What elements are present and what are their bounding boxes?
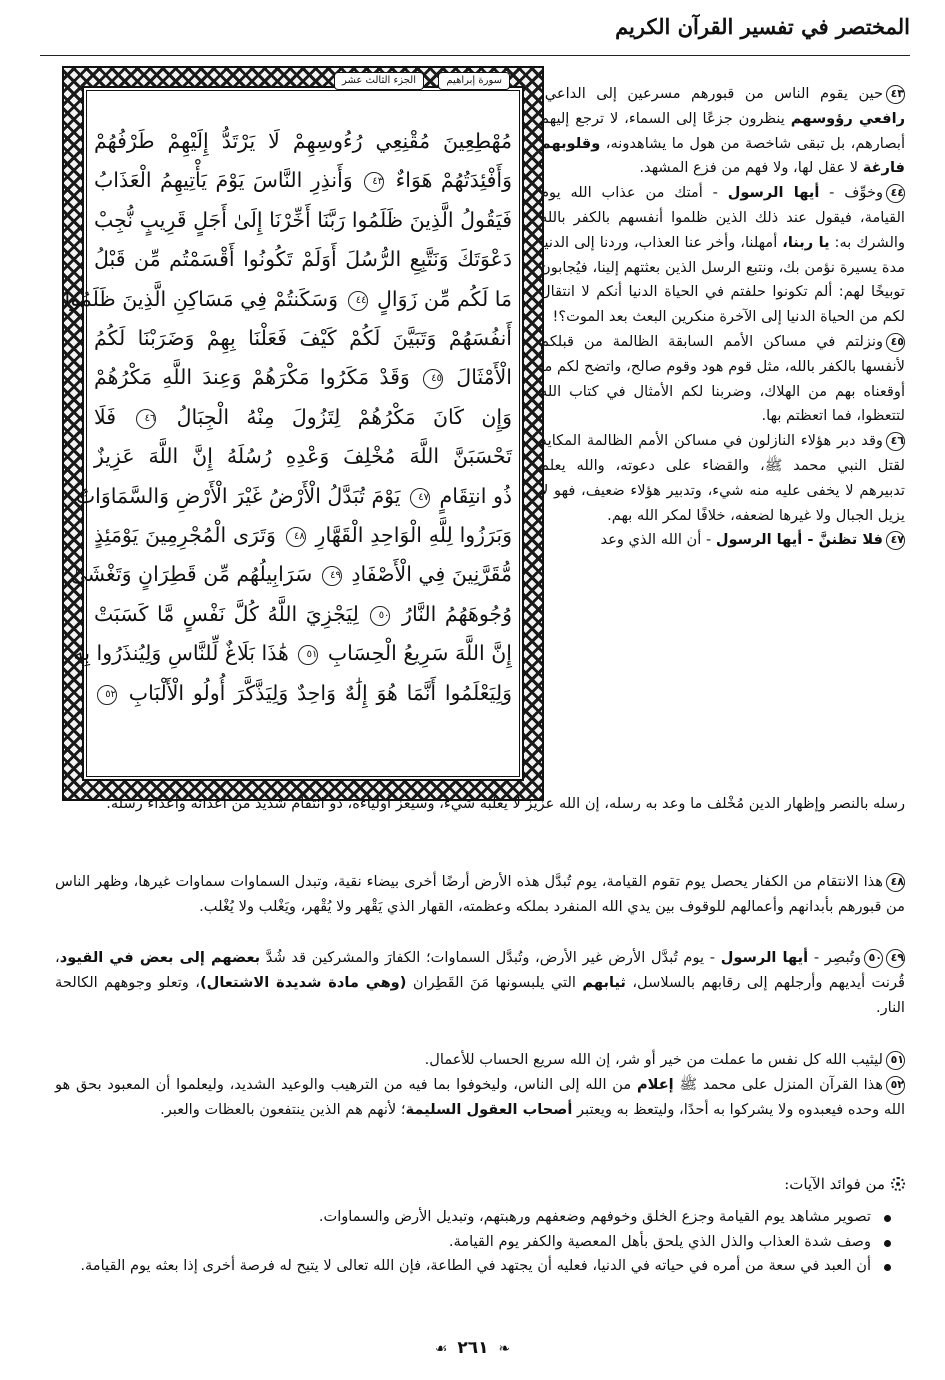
ayah-number-marker: ٤٨ (286, 527, 306, 547)
tafsir-verse-43 (540, 82, 905, 181)
page-number: ٢٦١ (457, 1338, 489, 1358)
list-item (55, 1230, 905, 1255)
header-divider (40, 55, 910, 56)
verse-number-badge: ٤٨ (886, 873, 905, 892)
tafsir-verse-48 (55, 870, 905, 920)
tafsir-text: - يوم تُبدَّل الأرض غير الأرض، وتُبدَّل السماوات؛ الكفارَ والمشركين قد شُدَّ (260, 949, 721, 966)
tafsir-text: حين يقوم الناس من قبورهم مسرعين إلى الداعي، (540, 85, 883, 102)
ayah-number-marker: ٥١ (298, 645, 318, 665)
benefit-text: أن العبد في سعة من أمره في حياته في الدنيا، فعليه أن يجتهد في الطاعة، فإن الله تعالى لا يتيح له فرصة أخرى إذا بعثه يوم القيامة. (80, 1257, 871, 1275)
verse-number-badge: ٤٣ (886, 85, 905, 104)
tafsir-bold: أيها الرسول (720, 949, 809, 966)
quran-line (73, 634, 512, 673)
list-item (55, 1205, 905, 1230)
bullet-icon (884, 1215, 891, 1222)
ayah-text: إِنَّ اللَّهَ سَرِيعُ الْحِسَابِ (327, 641, 512, 666)
ayah-text: فَلَا (94, 404, 117, 429)
tafsir-verse-47-continued (55, 792, 905, 817)
ayah-text: تَحْسَبَنَّ اللَّهَ مُخْلِفَ وَعْدِهِ رُسُلَهُ إِنَّ اللَّهَ عَزِيزٌ (94, 444, 512, 469)
quran-line (94, 437, 512, 476)
verse-number-badge: ٤٧ (886, 531, 905, 550)
quran-line (94, 674, 512, 713)
tafsir-text: ونزلتم في مساكن الأمم السابقة الظالمة من قبلكم لأنفسها بالكفر بالله، مثل قوم هود وقوم صالح، واتضح لكم ما أوقعناه بهم من الهلاك، وضربنا لكم الأمثال في كتاب الله لتتعظوا، فما اتعظتم بها. (540, 332, 905, 425)
quran-line (94, 319, 512, 358)
ayah-number-marker: ٥٠ (370, 606, 390, 626)
tafsir-text: - أن الله الذي وعد (600, 531, 716, 549)
ayah-number-marker: ٤٤ (348, 291, 368, 311)
benefits-title: من فوائد الآيات: (784, 1175, 885, 1193)
bullet-icon (884, 1240, 891, 1247)
tafsir-verse-46 (540, 429, 905, 528)
ayah-number-marker: ٤٧ (410, 488, 430, 508)
quran-line (94, 201, 512, 240)
ornament-left-icon: ❧ (498, 1341, 511, 1357)
ayah-text: أَنفُسَهُمْ وَتَبَيَّنَ لَكُمْ كَيْفَ فَعَلْنَا بِهِمْ وَضَرَبْنَا لَكُمُ (94, 326, 512, 351)
ayah-text: وَأَفْئِدَتُهُمْ هَوَاءٌ (395, 168, 512, 193)
tafsir-bold: يا ربنا، (782, 233, 830, 251)
ayah-text: لِيَجْزِيَ اللَّهُ كُلَّ نَفْسٍ مَّا كَسَبَتْ (94, 601, 359, 626)
tafsir-text: ، وتعلو وجوههم الكالحة النار. (55, 973, 905, 1016)
list-item (55, 1254, 905, 1279)
flower-ornament-icon (891, 1177, 905, 1191)
ayah-text: فَيَقُولُ الَّذِينَ ظَلَمُوا رَبَّنَا أَخِّرْنَا إِلَىٰ أَجَلٍ قَرِيبٍ نُّجِبْ (94, 207, 512, 232)
tafsir-text: رسله بالنصر وإظهار الدين مُخْلف ما وعد به رسله، إن الله عزيز لا يغلبه شيء، وسيعز أولياءه، ذو انتقام شديد من أعدائه وأعداء رسله. (106, 795, 905, 812)
ayah-number-marker: ٤٩ (322, 566, 342, 586)
tafsir-verses-51-52 (55, 1048, 905, 1122)
tafsir-bold: أيها الرسول (715, 531, 803, 549)
verse-number-badge: ٤٥ (886, 333, 905, 352)
page-footer (0, 1338, 945, 1358)
tafsir-bold: رافعي رؤوسهم (790, 109, 905, 127)
benefits-list (55, 1205, 905, 1279)
verse-number-badge: ٤٤ (886, 184, 905, 203)
quran-text (64, 122, 512, 753)
tafsir-text: أمهلنا، وأخر عنا العذاب، وردنا إلى الدنيا مدة يسيرة نؤمن بك، ونتبع الرسل الذين بعثتهم إلينا، فيُجابون توبيخًا لهم: ألم تكونوا حلفتم في الحياة الدنيا أنكم لا انتقال لكم من الحياة الدنيا إلى الآخرة منكرين البعث بعد الموت؟! (540, 233, 905, 326)
tafsir-verse-49-50 (55, 946, 905, 1020)
tafsir-text: - أمتك من عذاب الله يوم القيامة، فيقول عند ذلك الذين ظلموا أنفسهم بالكفر بالله والشرك به: (540, 184, 905, 251)
ayah-text: وَإِن كَانَ مَكْرُهُمْ لِتَزُولَ مِنْهُ الْجِبَالُ (176, 404, 512, 429)
benefits-heading (55, 1172, 905, 1197)
quran-line (70, 555, 512, 594)
tafsir-text: هذا القرآن المنزل على محمد ﷺ (673, 1075, 883, 1093)
ornament-right-icon: ☙ (434, 1341, 448, 1357)
benefits-section (55, 1172, 905, 1279)
ayah-text: مُّقَرَّنِينَ فِي الْأَصْفَادِ (351, 562, 512, 587)
ayah-text: مُهْطِعِينَ مُقْنِعِي رُءُوسِهِمْ لَا يَرْتَدُّ إِلَيْهِمْ طَرْفُهُمْ (94, 129, 512, 153)
verse-number-badge: ٥٠ (864, 949, 883, 968)
tafsir-bold: أيها الرسول (727, 184, 820, 202)
page-header (40, 10, 910, 58)
tafsir-text: ليثيب الله كل نفس ما عملت من خير أو شر، إن الله سريع الحساب للأعمال. (424, 1051, 883, 1068)
ayah-text: وَسَكَنتُمْ فِي مَسَاكِنِ الَّذِينَ ظَلَمُوا (64, 286, 338, 311)
tafsir-text: من الله إلى الناس، وليخوفوا بما فيه من الترهيب والوعيد الشديد، وليعلموا أن المعبود بحق هو الله وحده فيعبدوه ولا يشركوا به أحدًا، وليتعظ به ويعتبر (55, 1075, 905, 1118)
mushaf-frame (62, 66, 544, 801)
tafsir-bold: (وهي مادة شديدة الاشتعال) (200, 973, 407, 991)
tafsir-column (540, 82, 905, 553)
quran-line (94, 595, 512, 634)
tafsir-bold: وقلوبهم فارغة (540, 134, 905, 177)
verse-number-badge: ٤٦ (886, 432, 905, 451)
tafsir-verse-52 (55, 1073, 905, 1123)
tafsir-verse-44 (540, 181, 905, 330)
ayah-text: وَلِيَعْلَمُوا أَنَّمَا هُوَ إِلَٰهٌ وَاحِدٌ وَلِيَذَّكَّرَ أُولُو الْأَلْبَابِ (128, 680, 512, 705)
ayah-text: هَٰذَا بَلَاغٌ لِّلنَّاسِ وَلِيُنذَرُوا بِهِ (73, 641, 289, 666)
book-title: المختصر في تفسير القرآن الكريم (615, 14, 910, 39)
ayah-text: الْأَمْثَالَ (456, 365, 512, 390)
tafsir-text: ينظرون جزعًا إلى السماء، لا ترجع إليهم أبصارهم، بل تبقى شاخصة من هول ما يشاهدونه، (540, 109, 905, 152)
benefit-text: وصف شدة العذاب والذل الذي يلحق بأهل المعصية والكفر يوم القيامة. (448, 1232, 871, 1250)
ayah-text: ذُو انتِقَامٍ (439, 483, 512, 508)
quran-line (94, 240, 512, 279)
ayah-text: وَبَرَزُوا لِلَّهِ الْوَاحِدِ الْقَهَّارِ (315, 523, 512, 548)
tafsir-text: ، قُرنت أيديهم وأرجلهم إلى رقابهم بالسلاسل، (55, 949, 905, 991)
quran-line (94, 358, 512, 397)
quran-line (94, 161, 512, 200)
tafsir-verse-45 (540, 330, 905, 429)
juz-label: الجزء الثالث عشر (334, 72, 424, 90)
tafsir-text: التي يلبسونها مَنَ القَطِران (406, 973, 583, 991)
tafsir-text: ؛ لأنهم هم الذين ينتفعون بالعظات والعبر. (160, 1100, 406, 1118)
verse-number-badge: ٥٢ (886, 1076, 905, 1095)
quran-line (64, 280, 512, 319)
tafsir-bold: بعضهم إلى بعض في القيود (59, 949, 261, 966)
ayah-text: سَرَابِيلُهُم مِّن قَطِرَانٍ وَتَغْشَىٰ (70, 562, 313, 587)
verse-number-badge: ٤٩ (886, 949, 905, 968)
tafsir-bold: أصحاب العقول السليمة (405, 1100, 573, 1118)
tafsir-text: لا عقل لها، ولا فهم من فزع المشهد. (639, 159, 863, 177)
ayah-text: وَتَرَى الْمُجْرِمِينَ يَوْمَئِذٍ (94, 523, 276, 548)
ayah-text: يَوْمَ تُبَدَّلُ الْأَرْضُ غَيْرَ الْأَرْضِ وَالسَّمَاوَاتُ (75, 483, 401, 508)
quran-line (94, 122, 512, 161)
tafsir-text: وتُبصِر - (808, 949, 862, 966)
ayah-number-marker: ٤٣ (364, 172, 384, 192)
bullet-icon (884, 1264, 891, 1271)
tafsir-verse-47-start (540, 528, 905, 553)
tafsir-verse-51 (55, 1048, 905, 1073)
tafsir-text: وقد دبر هؤلاء النازلون في مساكن الأمم الظالمة المكايد لقتل النبي محمد ﷺ، والقضاء على دعوته، والله يعلم تدبيرهم لا يخفى عليه منه شيء، وتدبير هؤلاء ضعيف، فهو لا يزيل الجبال ولا غيرها لضعفه، خلافًا لمكر الله بهم. (540, 432, 905, 524)
quran-line (94, 516, 512, 555)
tafsir-bold: ثيابهم (582, 973, 626, 991)
tafsir-bold: فلا تظننَّ - (802, 531, 883, 549)
verse-number-badge: ٥١ (886, 1051, 905, 1070)
quran-line (94, 398, 512, 437)
tafsir-text: وخوِّف - (819, 184, 884, 202)
ayah-text: دَعْوَتَكَ وَنَتَّبِعِ الرُّسُلَ أَوَلَمْ تَكُونُوا أَقْسَمْتُم مِّن قَبْلُ (94, 247, 512, 272)
ayah-text: مَا لَكُم مِّن زَوَالٍ (377, 286, 512, 311)
mushaf-page (64, 86, 524, 781)
ayah-number-marker: ٥٢ (97, 685, 117, 705)
ayah-text: وَأَنذِرِ النَّاسَ يَوْمَ يَأْتِيهِمُ الْعَذَابُ (94, 168, 353, 193)
tafsir-text: هذا الانتقام من الكفار يحصل يوم تقوم القيامة، يوم تُبدَّل هذه الأرض أرضًا أخرى بيضاء نقية، وتبدل السماوات سماوات غيرها، وظهر الناس من قبورهم بأبدانهم وأعمالهم للوقوف بين يدي الله المنفرد بملكه وعظمته، القهار الذي يَقْهر ولا يُقْهر، ويَغْلب ولا يُغْلب. (55, 873, 905, 915)
surah-label: سورة إبراهيم (438, 72, 510, 90)
benefit-text: تصوير مشاهد يوم القيامة وجزع الخلق وخوفهم وضعفهم ورهبتهم، وتبديل الأرض والسماوات. (318, 1207, 871, 1225)
ayah-number-marker: ٤٥ (423, 369, 443, 389)
quran-line (75, 477, 512, 516)
ayah-text: وُجُوهَهُمُ النَّارُ (402, 601, 512, 626)
ayah-text: وَقَدْ مَكَرُوا مَكْرَهُمْ وَعِندَ اللَّهِ مَكْرُهُمْ (94, 365, 410, 390)
ayah-number-marker: ٤٦ (136, 409, 156, 429)
tafsir-bold: إعلام (636, 1075, 674, 1093)
